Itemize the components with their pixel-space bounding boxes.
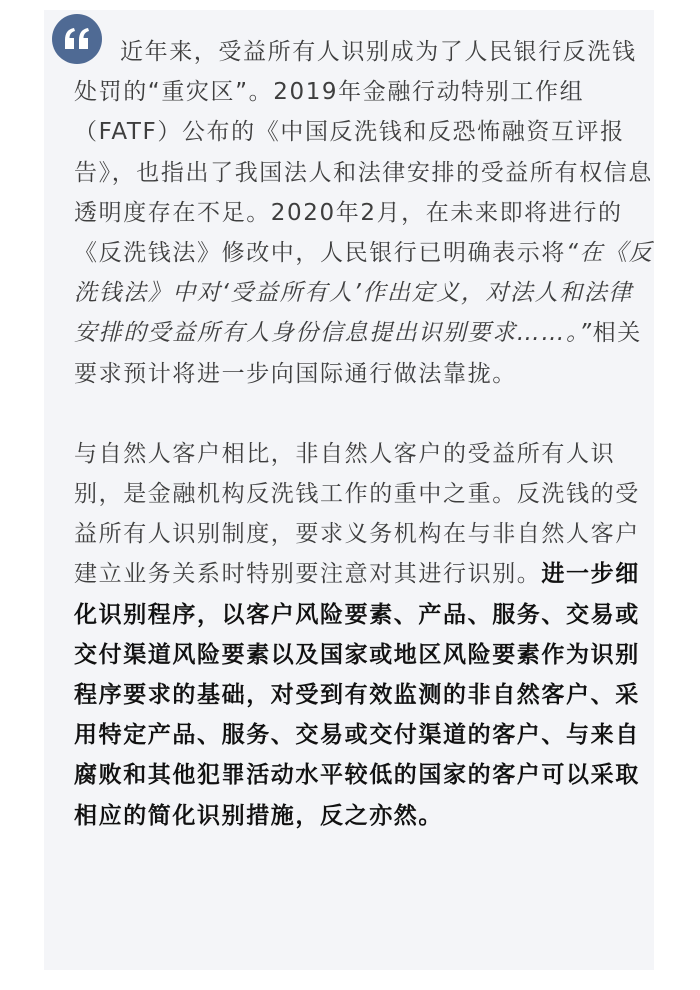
paragraph-1-ending: 相关要求预计将进一步向国际通行做法靠拢。 <box>74 320 642 387</box>
article-body <box>74 32 654 836</box>
quoted-statement: “在《反洗钱法》中对‘受益所有人’作出定义，对法人和法律安排的受益所有人身份信息提出识别要求……。” <box>74 240 654 347</box>
paragraph-1-text: 近年来，受益所有人识别成为了人民银行反洗钱处罚的“重灾区”。2019年金融行动特别工作组（FATF）公布的《中国反洗钱和反恐怖融资互评报告》，也指出了我国法人和法律安排的受益所有权信息透明度存在不足。2020年2月，在未来即将进行的《反洗钱法》修改中，人民银行已明确表示将 <box>74 39 653 267</box>
paragraph-1 <box>74 32 654 394</box>
paragraph-2-text: 与自然人客户相比，非自然人客户的受益所有人识别，是金融机构反洗钱工作的重中之重。反洗钱的受益所有人识别制度，要求义务机构在与非自然人客户建立业务关系时特别要注意对其进行识别。 <box>74 440 640 588</box>
paragraph-2-emphasis: 进一步细化识别程序，以客户风险要素、产品、服务、交易或交付渠道风险要素以及国家或地区风险要素作为识别程序要求的基础，对受到有效监测的非自然客户、采用特定产品、服务、交易或交付渠道的客户、与来自腐败和其他犯罪活动水平较低的国家的客户可以采取相应的简化识别措施，反之亦然。 <box>74 561 640 829</box>
paragraph-2 <box>74 434 654 836</box>
